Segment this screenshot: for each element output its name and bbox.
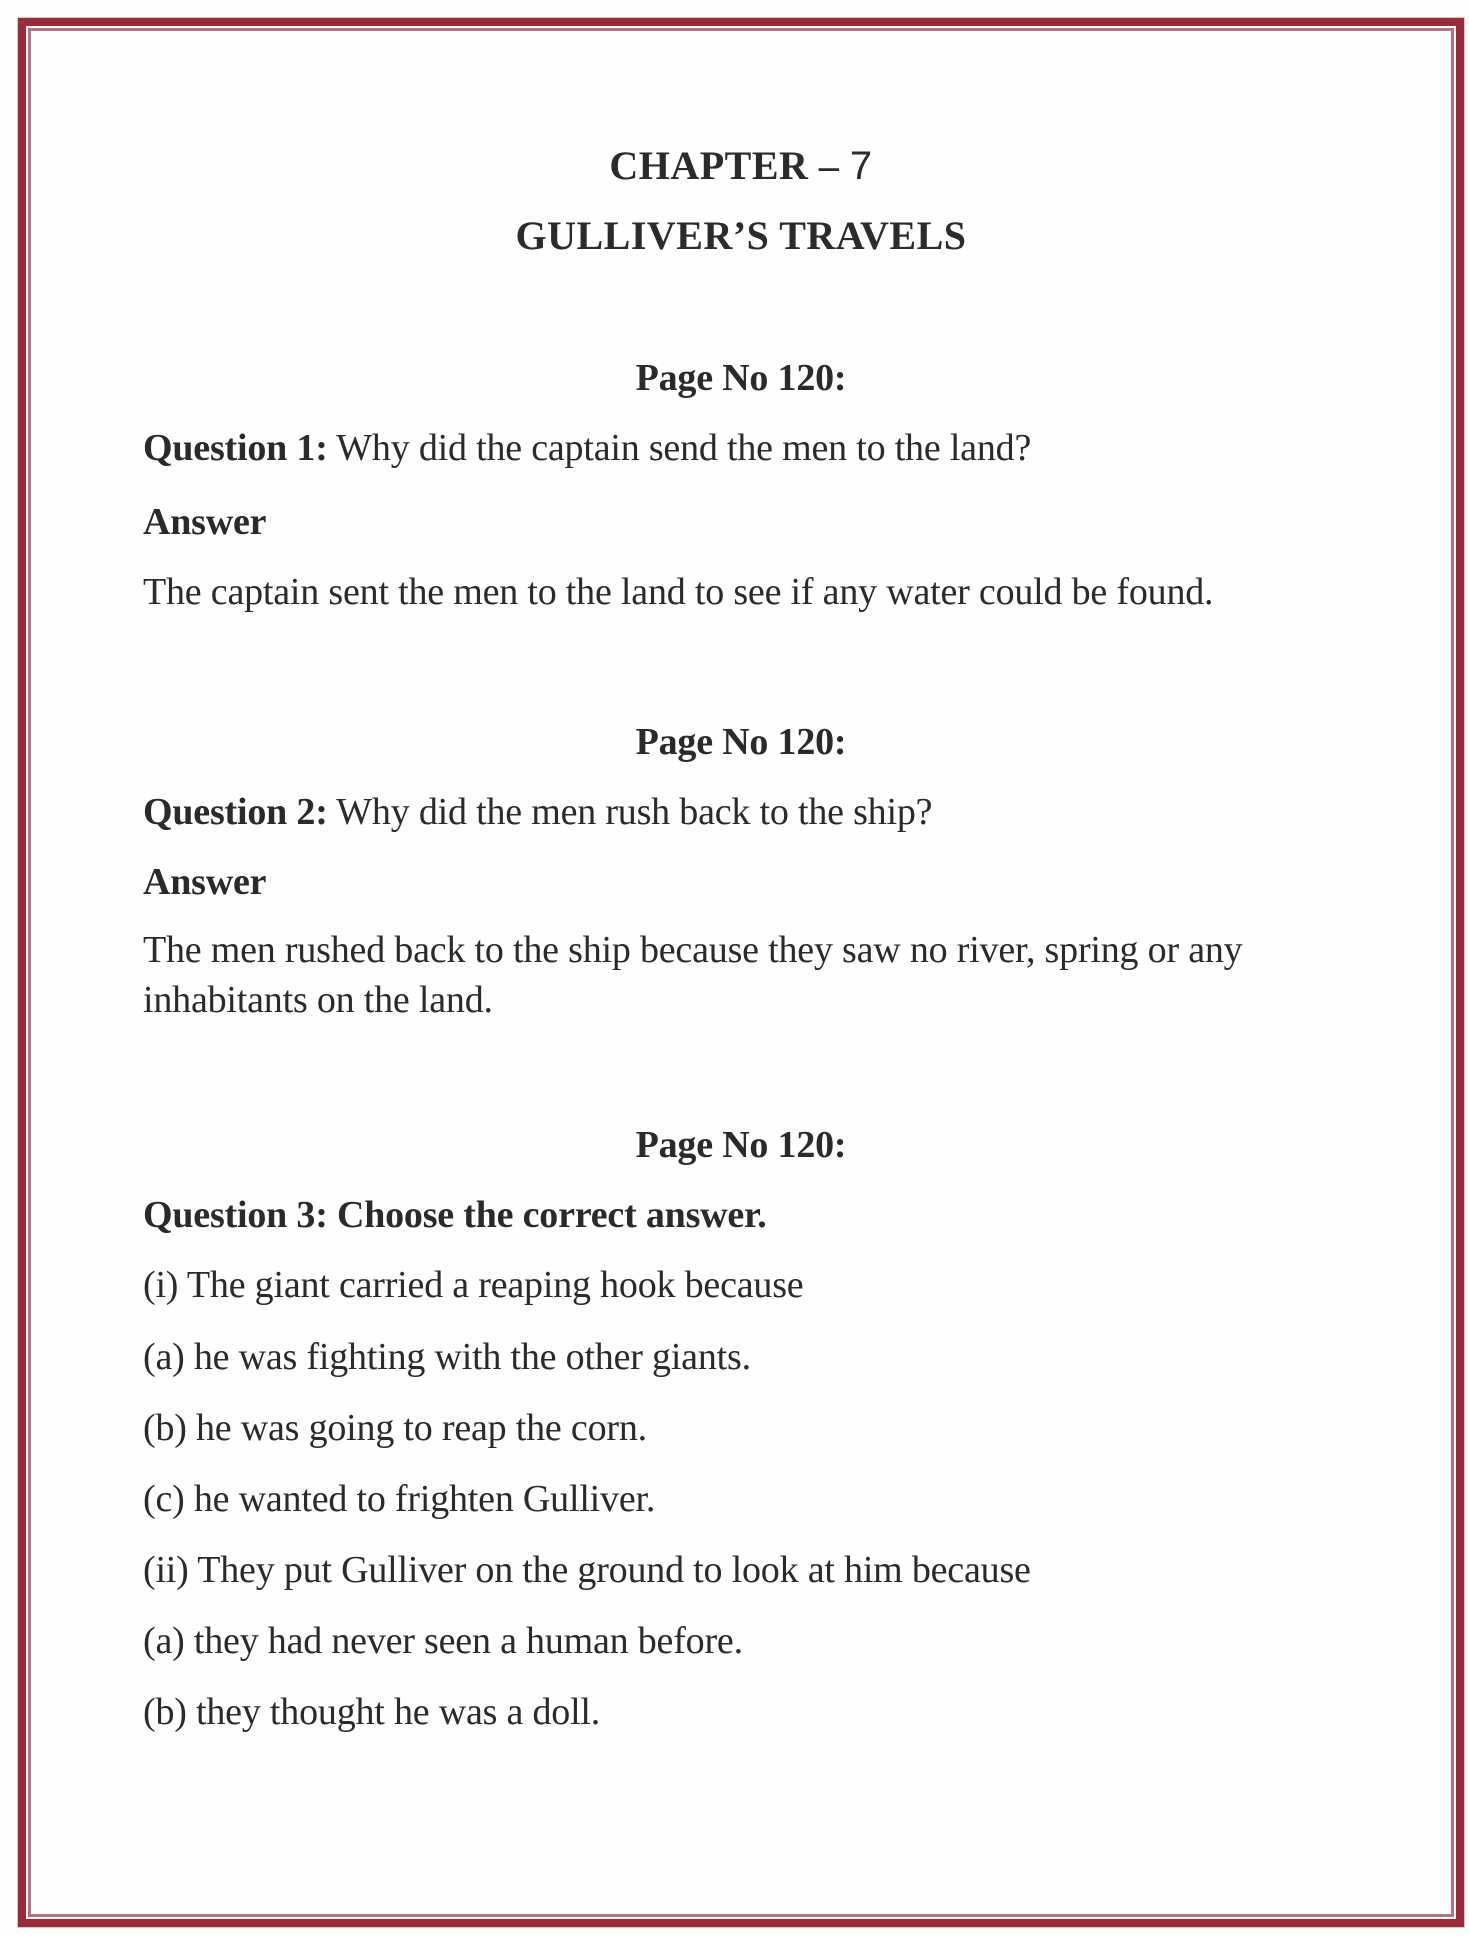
question-text: Why did the captain send the men to the land? [327,427,1032,469]
answer-label: Answer [143,501,267,543]
answer-text-line-2: inhabitants on the land. [143,979,493,1021]
chapter-title: GULLIVER’S TRAVELS [515,213,967,258]
mcq-item: (ii) They put Gulliver on the ground to look at him because [143,1549,1031,1591]
mcq-item: (b) he was going to reap the corn. [143,1407,647,1449]
chapter-number: 7 [849,144,873,188]
question-label: Question 1: [143,427,328,469]
question-2 [143,793,932,831]
page-reference: Page No 120: [635,721,847,763]
answer-text-line-1: The men rushed back to the ship because they saw no river, spring or any [143,929,1243,971]
page-reference: Page No 120: [635,1124,847,1166]
mcq-item: (i) The giant carried a reaping hook because [143,1264,804,1306]
answer-text: The captain sent the men to the land to see if any water could be found. [143,571,1214,613]
question-text: Why did the men rush back to the ship? [327,791,933,833]
answer-label: Answer [143,861,267,903]
question-3: Question 3: Choose the correct answer. [143,1194,767,1236]
chapter-heading [31,143,1451,188]
mcq-item: (a) they had never seen a human before. [143,1620,743,1662]
page-reference: Page No 120: [635,357,847,399]
mcq-item: (a) he was fighting with the other giants. [143,1336,751,1378]
chapter-label: CHAPTER – [609,143,850,188]
mcq-item: (b) they thought he was a doll. [143,1691,601,1733]
mcq-item: (c) he wanted to frighten Gulliver. [143,1478,656,1520]
question-1 [143,429,1031,467]
question-label: Question 2: [143,791,328,833]
